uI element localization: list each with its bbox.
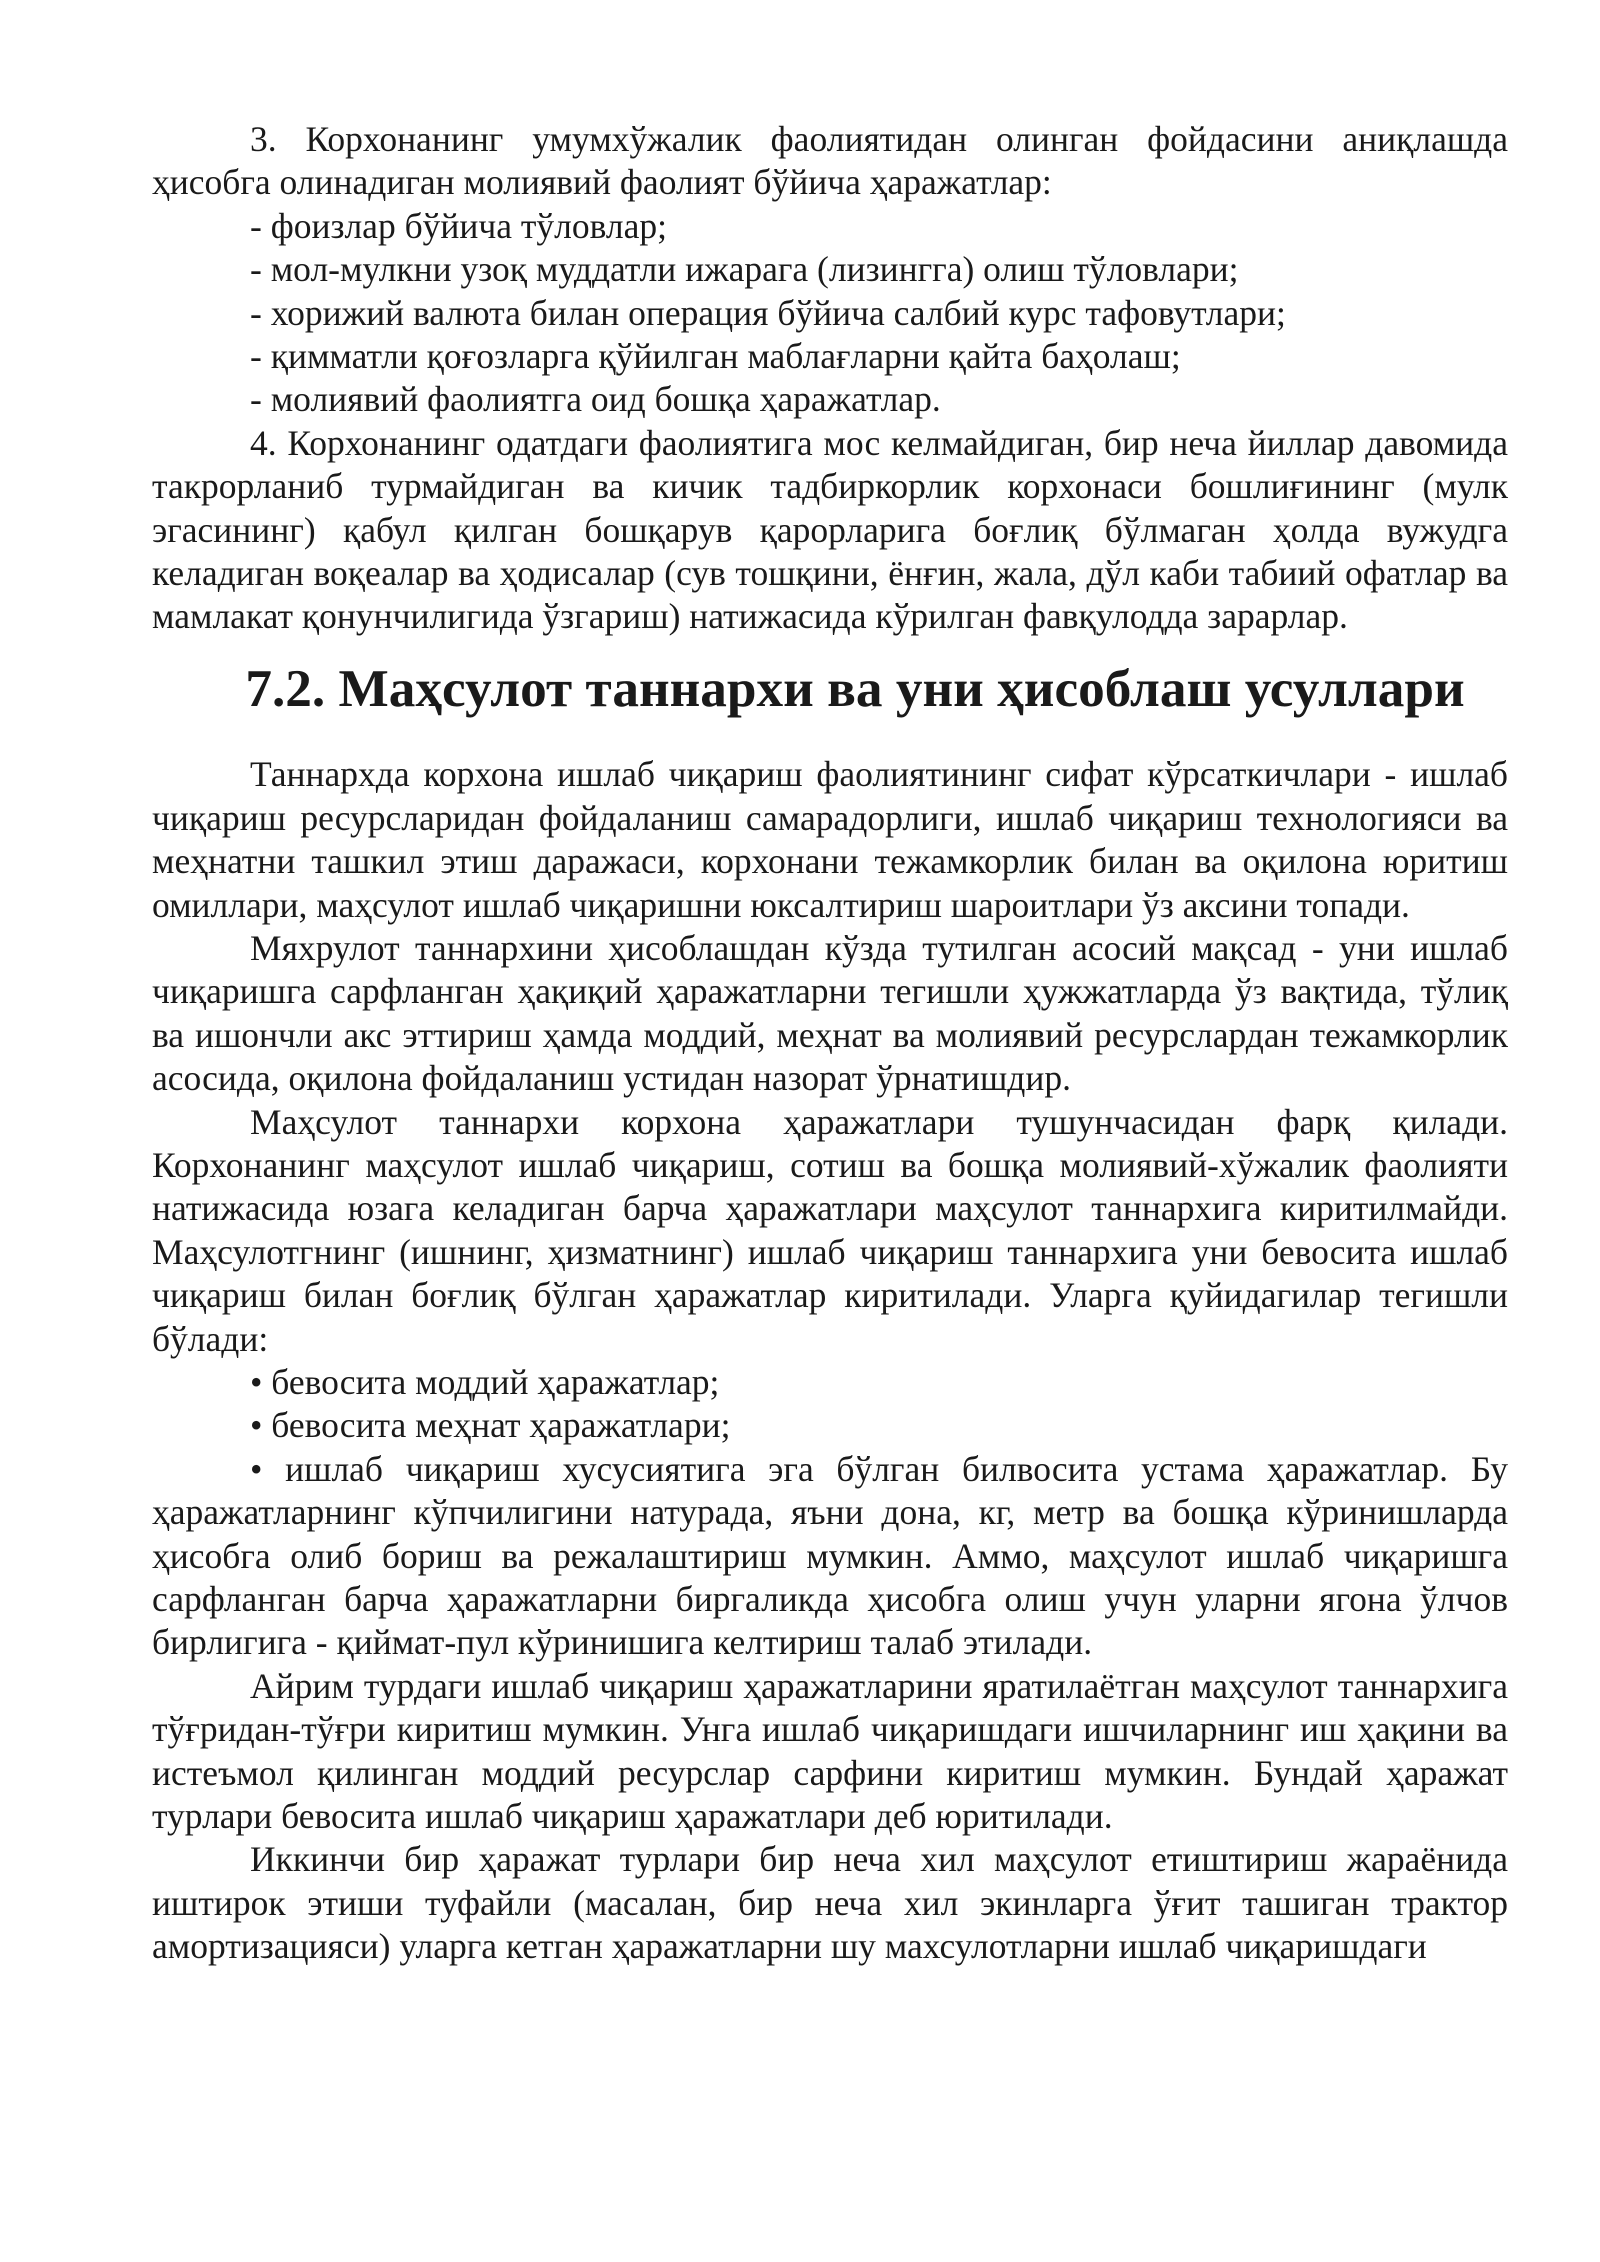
paragraph: Таннархда корхона ишлаб чиқариш фаолиятининг сифат кўрсаткичлари - ишлаб чиқариш ресурсларидан фойдаланиш самарадорлиги, ишлаб чиқариш технологияси ва меҳнатни ташкил этиш даражаси, корхонани тежамкорлик билан ва оқилона юритиш омиллари, маҳсулот ишлаб чиқаришни юксалтириш шароитлари ўз аксини топади. <box>152 754 1508 925</box>
bullet-item: • ишлаб чиқариш хусусиятига эга бўлган билвосита устама ҳаражатлар. Бу ҳаражатларнинг кўпчилигини натурада, яъни дона, кг, метр ва бошқа кўринишларда ҳисобга олиб бориш ва режалаштириш мумкин. Аммо, маҳсулот ишлаб чиқаришга сарфланган барча ҳаражатларни биргаликда ҳисобга олиш учун уларни ягона ўлчов бирлигига - қиймат-пул кўринишига келтириш талаб этилади. <box>152 1448 1508 1663</box>
bullet-item: • бевосита меҳнат ҳаражатлари; <box>250 1405 731 1446</box>
paragraph: Мяхрулот таннархини ҳисоблашдан кўзда тутилган асосий мақсад - уни ишлаб чиқаришга сарфланган ҳақиқий ҳаражатларни тегишли ҳужжатларда ўз вақтида, тўлиқ ва ишончли акс эттириш ҳамда моддий, меҳнат ва молиявий ресурслардан тежамкорлик асосида, оқилона фойдаланиш устидан назорат ўрнатишдир. <box>152 927 1508 1099</box>
paragraph-item-3: 3. Корхонанинг умумхўжалик фаолиятидан олинган фойдасини аниқлашда ҳисобга олинадиган молиявий фаолият бўйича ҳаражатлар: <box>152 119 1508 203</box>
document-page <box>152 118 1508 1969</box>
section-heading: 7.2. Маҳсулот таннархи ва уни ҳисоблаш усуллари <box>245 658 1465 718</box>
list-item: - хорижий валюта билан операция бўйича салбий курс тафовутлари; <box>250 292 1286 333</box>
list-item: - мол-мулкни узоқ муддатли ижарага (лизингга) олиш тўловлари; <box>250 249 1239 290</box>
paragraph: Маҳсулот таннархи корхона ҳаражатлари тушунчасидан фарқ қилади. Корхонанинг маҳсулот ишлаб чиқариш, сотиш ва бошқа молиявий-хўжалик фаолияти натижасида юзага келадиган барча ҳаражатлари маҳсулот таннархига киритилмайди. Маҳсулотгнинг (ишнинг, ҳизматнинг) ишлаб чиқариш таннархига уни бевосита ишлаб чиқариш билан боғлиқ бўлган ҳаражатлар киритилади. Уларга қуйидагилар тегишли бўлади: <box>152 1101 1508 1359</box>
list-item: - фоизлар бўйича тўловлар; <box>250 205 667 246</box>
paragraph-item-4: 4. Корхонанинг одатдаги фаолиятига мос келмайдиган, бир неча йиллар давомида такрорланиб турмайдиган ва кичик тадбиркорлик корхонаси бошлиғининг (мулк эгасининг) қабул қилган бошқарув қарорларига боғлиқ бўлмаган ҳолда вужудга келадиган воқеалар ва ҳодисалар (сув тошқини, ёнғин, жала, дўл каби табиий офатлар ва мамлакат қонунчилигида ўзгариш) натижасида кўрилган фавқулодда зарарлар. <box>152 422 1508 637</box>
paragraph: Иккинчи бир ҳаражат турлари бир неча хил маҳсулот етиштириш жараёнида иштирок этиши туфайли (масалан, бир неча хил экинларга ўғит ташиган трактор амортизацияси) уларга кетган ҳаражатларни шу махсулотларни ишлаб чиқаришдаги <box>152 1839 1508 1967</box>
paragraph: Айрим турдаги ишлаб чиқариш ҳаражатларини яратилаётган маҳсулот таннархига тўғридан-тўғри киритиш мумкин. Унга ишлаб чиқаришдаги ишчиларнинг иш ҳақини ва истеъмол қилинган моддий ресурслар сарфини киритиш мумкин. Бундай ҳаражат турлари бевосита ишлаб чиқариш ҳаражатлари деб юритилади. <box>152 1665 1508 1837</box>
list-item: - молиявий фаолиятга оид бошқа ҳаражатлар. <box>250 379 941 420</box>
list-item: - қимматли қоғозларга қўйилган маблағларни қайта баҳолаш; <box>250 336 1181 377</box>
bullet-item: • бевосита моддий ҳаражатлар; <box>250 1361 720 1402</box>
